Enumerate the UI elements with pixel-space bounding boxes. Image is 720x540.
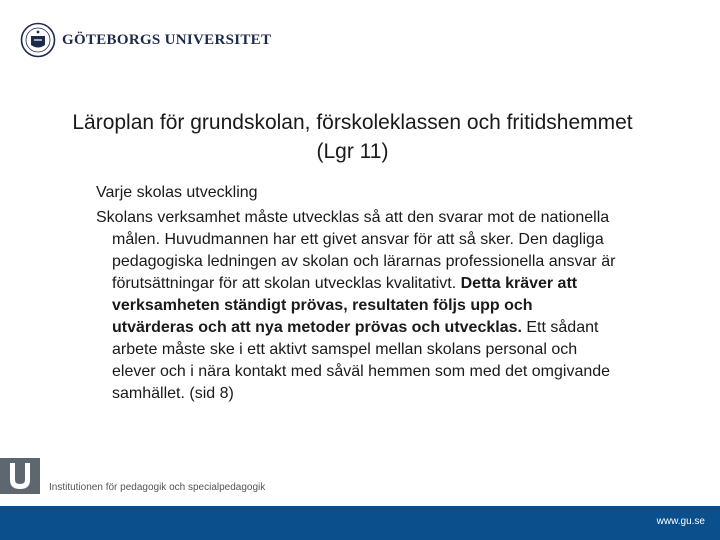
footer-bar xyxy=(0,506,720,540)
paragraph-text-part1: Skolans verksamhet måste utvecklas så att den svarar mot de nationella målen. Huvudmannen har ett givet ansvar för att så sker. Den dagliga pedagogiska ledningen av skolan och lärarnas professionella ansvar är förutsättningar för att skolan utvecklas kvalitativt. xyxy=(96,209,616,292)
university-logo xyxy=(20,22,271,58)
department-logo xyxy=(0,458,265,494)
body-paragraph xyxy=(96,207,616,405)
website-url[interactable]: www.gu.se xyxy=(656,516,705,527)
section-heading: Varje skolas utveckling xyxy=(96,184,258,201)
slide-title: Läroplan för grundskolan, förskoleklassen och fritidshemmet (Lgr 11) xyxy=(72,111,633,163)
department-name: Institutionen för pedagogik och specialpedagogik xyxy=(49,482,266,493)
paragraph-bold-text: Detta kräver att verksamheten ständigt prövas, resultaten följs upp och utvärderas och att nya metoder prövas och utvecklas. xyxy=(112,275,578,336)
university-seal-icon xyxy=(20,22,56,58)
slide-body xyxy=(96,182,616,405)
paragraph-text-part2: Ett sådant arbete måste ske i ett aktivt samspel mellan skolans personal och elever och i nära kontakt med såväl hemmen som med det omgivande samhället. (sid 8) xyxy=(112,319,611,402)
u-logo-icon xyxy=(0,458,40,494)
university-name: GÖTEBORGS UNIVERSITET xyxy=(62,31,272,48)
